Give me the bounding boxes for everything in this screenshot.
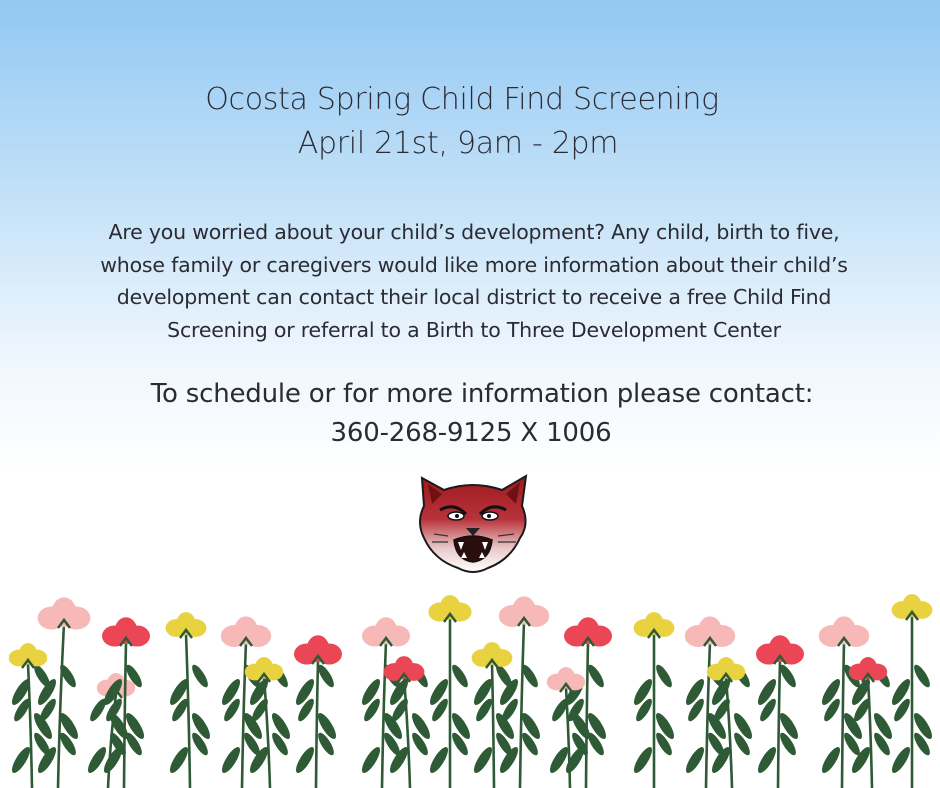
flower-icon: [889, 594, 935, 788]
wildcat-mascot-icon: [414, 472, 532, 576]
flower-icon: [497, 596, 549, 788]
flower-icon: [293, 635, 342, 788]
flower-border-decoration: [0, 580, 940, 788]
contact-prompt: To schedule or for more information please contact:: [150, 379, 814, 409]
description-line: Are you worried about your child’s development? Any child, birth to five,: [108, 220, 840, 244]
description-line: whose family or caregivers would like more information about their child’s: [100, 252, 848, 277]
event-title-block: [0, 78, 924, 166]
contact-phone: 360-268-9125 X 1006: [330, 418, 612, 448]
flower-icon: [427, 595, 473, 788]
description-line: development can contact their local district to receive a free Child Find: [116, 285, 832, 309]
flower-icon: [166, 612, 214, 788]
description-block: [60, 216, 888, 346]
event-date-time: April 21st, 9am - 2pm: [297, 126, 619, 161]
flower-icon: [755, 635, 804, 788]
event-title: Ocosta Spring Child Find Screening: [205, 82, 719, 117]
flower-icon: [631, 612, 677, 788]
description-line: Screening or referral to a Birth to Three Development Center: [167, 317, 781, 342]
contact-block: [0, 375, 940, 453]
flower-icon: [101, 617, 150, 788]
flower-icon: [35, 597, 91, 788]
